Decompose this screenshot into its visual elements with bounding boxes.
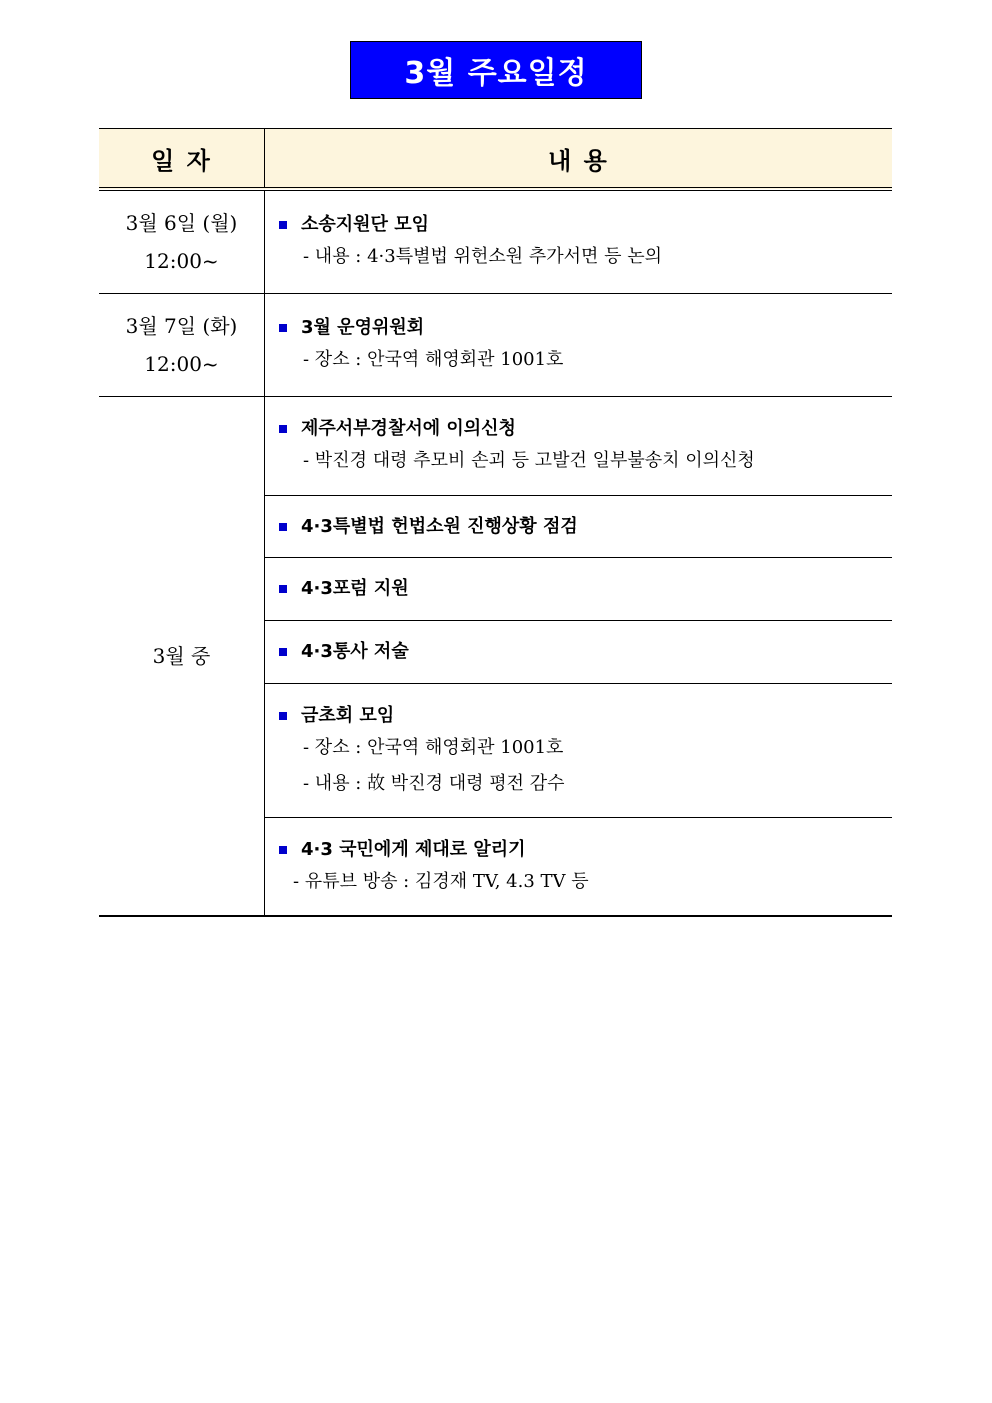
date-text: 3월 6일 (월) bbox=[125, 211, 238, 235]
list-item bbox=[265, 401, 892, 491]
square-bullet-icon bbox=[279, 712, 287, 720]
square-bullet-icon bbox=[279, 324, 287, 332]
item-title: 3월 운영위원회 bbox=[301, 317, 425, 338]
date-text: 3월 중 bbox=[152, 644, 211, 668]
content-cell bbox=[265, 189, 893, 294]
item-title: 4·3통사 저술 bbox=[301, 641, 409, 662]
square-bullet-icon bbox=[279, 585, 287, 593]
item-title: 4·3포럼 지원 bbox=[301, 578, 409, 599]
item-detail: - 유튜브 방송 : 김경재 TV, 4.3 TV 등 bbox=[293, 870, 589, 892]
date-cell bbox=[99, 189, 265, 294]
item-detail: - 박진경 대령 추모비 손괴 등 고발건 일부불송치 이의신청 bbox=[303, 450, 755, 471]
item-detail: - 장소 : 안국역 해영회관 1001호 bbox=[303, 349, 564, 370]
time-text: 12:00~ bbox=[144, 352, 219, 376]
page-title-box bbox=[350, 41, 642, 99]
square-bullet-icon bbox=[279, 425, 287, 433]
item-title: 4·3특별법 헌법소원 진행상황 점검 bbox=[301, 515, 578, 537]
date-text: 3월 7일 (화) bbox=[125, 314, 238, 338]
list-item bbox=[265, 513, 892, 541]
content-cell bbox=[265, 397, 893, 496]
list-item bbox=[265, 300, 892, 390]
table-header-row bbox=[99, 129, 892, 190]
header-content: 내 용 bbox=[265, 129, 893, 190]
content-cell bbox=[265, 684, 893, 818]
content-cell bbox=[265, 294, 893, 397]
item-detail: - 내용 : 4·3특별법 위헌소원 추가서면 등 논의 bbox=[303, 246, 663, 267]
item-detail: - 내용 : 故 박진경 대령 평전 감수 bbox=[303, 772, 565, 794]
time-text: 12:00~ bbox=[144, 249, 219, 273]
item-detail: - 장소 : 안국역 해영회관 1001호 bbox=[303, 736, 564, 758]
item-title: 4·3 국민에게 제대로 알리기 bbox=[301, 838, 526, 860]
date-cell bbox=[99, 397, 265, 917]
table-row bbox=[99, 397, 892, 496]
list-item bbox=[265, 688, 892, 814]
list-item bbox=[265, 822, 892, 912]
square-bullet-icon bbox=[279, 523, 287, 531]
list-item bbox=[265, 575, 892, 603]
table-row bbox=[99, 189, 892, 294]
item-title: 소송지원단 모임 bbox=[301, 214, 429, 235]
content-cell bbox=[265, 818, 893, 917]
list-item bbox=[265, 638, 892, 666]
header-date: 일 자 bbox=[99, 129, 265, 190]
list-item bbox=[265, 197, 892, 287]
square-bullet-icon bbox=[279, 648, 287, 656]
content-cell bbox=[265, 496, 893, 558]
content-cell bbox=[265, 558, 893, 621]
item-title: 금초회 모임 bbox=[301, 704, 395, 726]
page-title: 3월 주요일정 bbox=[404, 56, 588, 91]
date-cell bbox=[99, 294, 265, 397]
square-bullet-icon bbox=[279, 846, 287, 854]
square-bullet-icon bbox=[279, 221, 287, 229]
schedule-table bbox=[99, 128, 892, 917]
item-title: 제주서부경찰서에 이의신청 bbox=[301, 418, 516, 439]
content-cell bbox=[265, 621, 893, 684]
table-row bbox=[99, 294, 892, 397]
